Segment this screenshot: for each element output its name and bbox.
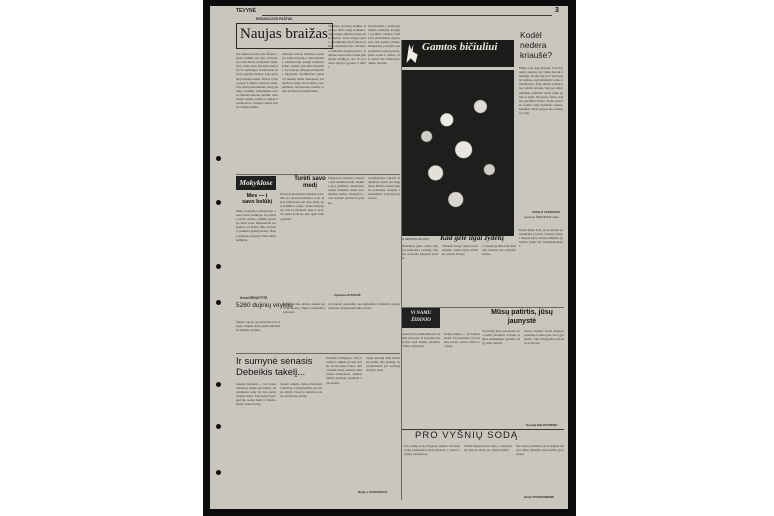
text-column: Vaikai mėgsta žaisti sode, o suaugusieji ilsisi po darbo po vyšnių šešėliu. bbox=[464, 444, 512, 453]
text-column: Per tuksiai pavarta 432 Šiaurės rajono kolūkie jau tapo tradicija, kad visi darbai pradedami laiku. Savo darbą mes dirbame kruopščiai ir sąžiningai. Kiekvienais metais pagerėja derlius, auga gyvulių produktyvumas. Darbai vyksta pagal iš anksto sudarytą planą. Prie darbų pritraukiama daug jaunimo. Kolūkio pirmininkas nuolat rūpinasi žmonių buitimi, stato naujus namus, kultūros namus ir parduotuves. Naujas braižas matyti visame kaime. bbox=[236, 52, 278, 110]
text-column: Mūsų mokyklos moksleiviai vasarą dirba kolūkyje. Jie padeda ravėti daržus, prižiūri gyvulius, dirba sode. Moksleiviai susipažįsta su žemės ūkio darbais ir pamilsta gimtąjį kraštą. Baigę mokyklą daugelis lieka dirbti kolūkyje. bbox=[236, 209, 276, 242]
text-column: Anksti rytą šeimininkė jau triūsia virtuvėje. Ji paruošia pusryčius visai šeimai, išleidžia vaikus į mokyklą. bbox=[402, 332, 440, 349]
kicker-redakcijos: REDAKCIJOS PAŠTAS bbox=[256, 17, 293, 21]
gamtos-banner bbox=[402, 40, 514, 67]
text-column: Šių metų pavasarį kolūkio laukuose dirbo daug technikos. Sėja baigta anksčiau negu kitais metais. Javai sudygo gerai. Gyvulininkystės fermose įdiegta mechanizacija. Melžėjos primelžia daugiau pieno. Jaunimas noriai lieka dirbti gimtajame kolūkyje, nes čia yra visos sąlygos gyventi ir dirbti. bbox=[328, 24, 366, 69]
mokyklose-byline: Irena KRIVAITYTĖ bbox=[240, 296, 268, 300]
namu-zidinio-logo: Vi NAMU ŽIDINIO bbox=[402, 308, 440, 328]
binder-hole bbox=[216, 470, 221, 475]
section-rule bbox=[236, 174, 400, 175]
kodel-byline: VASILIJ ZVERAVAK bbox=[532, 210, 561, 214]
flower-photo bbox=[402, 70, 514, 236]
text-column: Mūsų sode auga kriaušė. Ji žydi kasmet gausiai, bet vaisių beveik neužauga. Kodėl taip yra? Specialistai aiškina, kad kriaušėms reikia apdulkintojų. Šalia būtina sodinti kitos veislės kriaušę. Taip pat reikia tinkamai prižiūrėti medį, laiku genėti ir tręšti. Pavasario šalnos dažnai pažeidžia žiedus. Todėl patartina sodinti vėlai žydinčias veisles. Medžius reikia saugoti nuo kenkėjų ir ligų. bbox=[519, 66, 563, 116]
text-column: Vandenį vazoje reikia keisti kasdien. Gėlės ilgiau išsilaiko vėsioje vietoje. bbox=[442, 244, 478, 257]
text-column: Vyresnioji karta perduoda savo patirtį jaunimui. Ji moko jaunas šeimininkes gaminti valgį, siūti, megzti. bbox=[482, 329, 520, 346]
text-column: Pro vyšnių sodą vingiuoja takelis. Pavasarį sodas pasipuošia baltais žiedais, o vasarą vyšnios raudonuoja. bbox=[404, 444, 460, 457]
column-rule bbox=[401, 40, 402, 500]
turesti-byline: Vytautas KUDLKIS bbox=[334, 293, 361, 297]
visniu-soda-title: PRO VYŠNIŲ SODĄ bbox=[415, 430, 519, 441]
text-column: Debeikis džiaugiasi, kad jo vaikai ir anūkai gyvena geriau. Jie turi gerus butus, dirba įdomų darbą, mokosi aukštosiose mokyklose. Senolis dažnai pasakoja jaunimui apie praeitį. bbox=[326, 356, 362, 385]
text-column: Jaunos mamos noriai klausosi patarimų ir taiko juos savo gyvenime. Taip išsaugomos senosios tradicijos. bbox=[524, 329, 564, 346]
deer-icon bbox=[405, 44, 419, 63]
page-number: 3 bbox=[555, 7, 559, 14]
header-rule bbox=[262, 15, 552, 16]
turesti-title: Turėti savo medį bbox=[294, 176, 326, 189]
newspaper-page bbox=[210, 6, 568, 509]
text-column: Tokių žmonių kaip Debeikis kaime liko nedaug. Jų prisiminimai yra vertinga istorijos dalis. bbox=[366, 356, 400, 373]
text-column: Nuskintas gėles reikia tuoj pat pamerkti į vandenį. Stiebus patartina nupjauti įstrižai. bbox=[402, 244, 438, 261]
dujines-title: 5260 dujinių viryklių bbox=[236, 302, 293, 309]
photo-caption: S.SENKUS NUOTR. bbox=[402, 237, 430, 241]
naujas-braizas-title: Naujas braižas bbox=[240, 26, 328, 42]
musu-patirtis-title: Mūsų patirtis, jūsų jaunystė bbox=[491, 309, 553, 325]
visniu-byline: Ginta TVARKONIENĖ bbox=[524, 495, 555, 499]
kad-gele-title: Kad gėlė ilgai žydėtų bbox=[440, 233, 504, 242]
text-column: Senasis Debeikis — tai vienas seniausių kaimo gyventojų. Jis prisimena, kaip čia buvo prieš daugelį metų. Tada keliai buvo purvini, namai maži ir tamsūs. Dabar viskas kitaip. bbox=[236, 382, 276, 407]
text-column: Gyventojai patenkinti, nes dujinėmis viryklėmis patogu naudotis. Sutaupoma laiko ir kuro. bbox=[328, 302, 400, 311]
kodel-byline2: Lietuvos ŠEGNIAUS sodo bbox=[524, 215, 559, 219]
text-column: Atsakydama į skaitytojų laiškus redakcija kreipėsi į kolūkio valdybą. Valdybos pirmininkas papasakojo apie ateities planus. Numatoma pastatyti naują kultūros namų pastatą, plėsti sodus ir daržus. Visi darbai bus atliekami kolūkio lėšomis. bbox=[368, 24, 400, 65]
text-column: Rožės ilgiau žydi, jei jų stiebus panardiname į karštą vandenį. Tulpės mėgsta šaltą vandenį. Bijūnus geriausia skinti dar neišsiskleidusius. bbox=[519, 228, 563, 249]
binder-hole bbox=[216, 382, 221, 387]
section-title: TEVYNĖ bbox=[236, 8, 257, 14]
text-column: Namų židinys — tai šeimos širdis. Čia susirenka visi šeimos nariai, aptaria dienos įvykius. bbox=[444, 332, 480, 349]
binder-hole bbox=[216, 200, 221, 205]
debeikis-byline: Rytas LUCKEVIČIUS bbox=[358, 490, 388, 494]
musu-patirtis-byline: Genutė KELIUOTIENĖ bbox=[526, 423, 558, 427]
kodel-title: Kodėl nedera kriaušė? bbox=[520, 30, 553, 60]
binder-hole bbox=[216, 424, 221, 429]
text-column: Šiemet rajono gyventojams bus įrengta daugiau kaip penki tūkstančiai dujinių viryklių. bbox=[236, 320, 280, 333]
mokyklose-title: Mes — į savo kolūkį bbox=[242, 193, 272, 206]
text-column: Dujofikavimo darbus atlieka specialus trestas. Dujos pristatomos balionais. bbox=[283, 302, 325, 315]
text-column: Pavasarį kiekvienas mokinys pasodino po medelį mokyklos sode. Dabar kiekvienas turi savo medį, kurį prižiūri ir saugo. Vaikai džiaugiasi, kad jų medeliai auga ir žydi. Tai puiki tradicija, kuri ugdo meilę gamtai. bbox=[280, 192, 324, 221]
text-column: Sodininkystės būrelis mokykloje veikia jau daug metų. Būrelio nariai augina sodinukus, skiepija vaismedžius, dalyvauja parodose. bbox=[368, 176, 400, 201]
section-rule bbox=[236, 353, 400, 354]
debeikis-title: Ir sumynė senasis Debeikis takelį... bbox=[236, 356, 313, 378]
gamtos-title: Gamtos bičiuliui bbox=[422, 41, 498, 53]
binder-hole bbox=[216, 264, 221, 269]
text-column: Mokytojai pasakoja vaikams apie medžių naudą, mokina juos prižiūrėti. Kiekvieną rudenį mokiniai renka savo medžių vaisius. Mokyklos sodas kasmet plečiasi ir gražėja. bbox=[328, 176, 364, 205]
binder-hole bbox=[216, 156, 221, 161]
text-column: Šis sodas pasodintas prieš daugelį metų ir dabar džiugina visus kaimo gyventojus. bbox=[516, 444, 564, 457]
text-column: Pastarais metais kolūkyje pastatyta nauja mokykla, vaikų darželis, ambulatorija. Įrengti asfaltuoti keliai, kiemai apsodinti medžiais. Gyventojai džiaugiasi naujomis sąlygomis. Kolūkiečiai gauna vis didesnį darbo užmokestį. Daugelis jų įsigijo motociklus, automobilius, televizorius. Kaimo veidas keičiasi neatpažįstamai. bbox=[282, 52, 324, 93]
text-column: Senasis takelis, kuriuo Debeikis vaikščiojo į bažnytkaimį, jau seniai užžėlė. Vietoj jo nutiestas platus asfaltuotas kelias. bbox=[280, 382, 322, 399]
section-rule bbox=[402, 307, 564, 308]
binder-hole bbox=[216, 300, 221, 305]
text-column: Į vandenį galima įdėti šiek tiek cukraus arba aspirino tabletę. bbox=[482, 244, 516, 257]
mokyklose-logo: Mokyklose bbox=[236, 176, 276, 190]
